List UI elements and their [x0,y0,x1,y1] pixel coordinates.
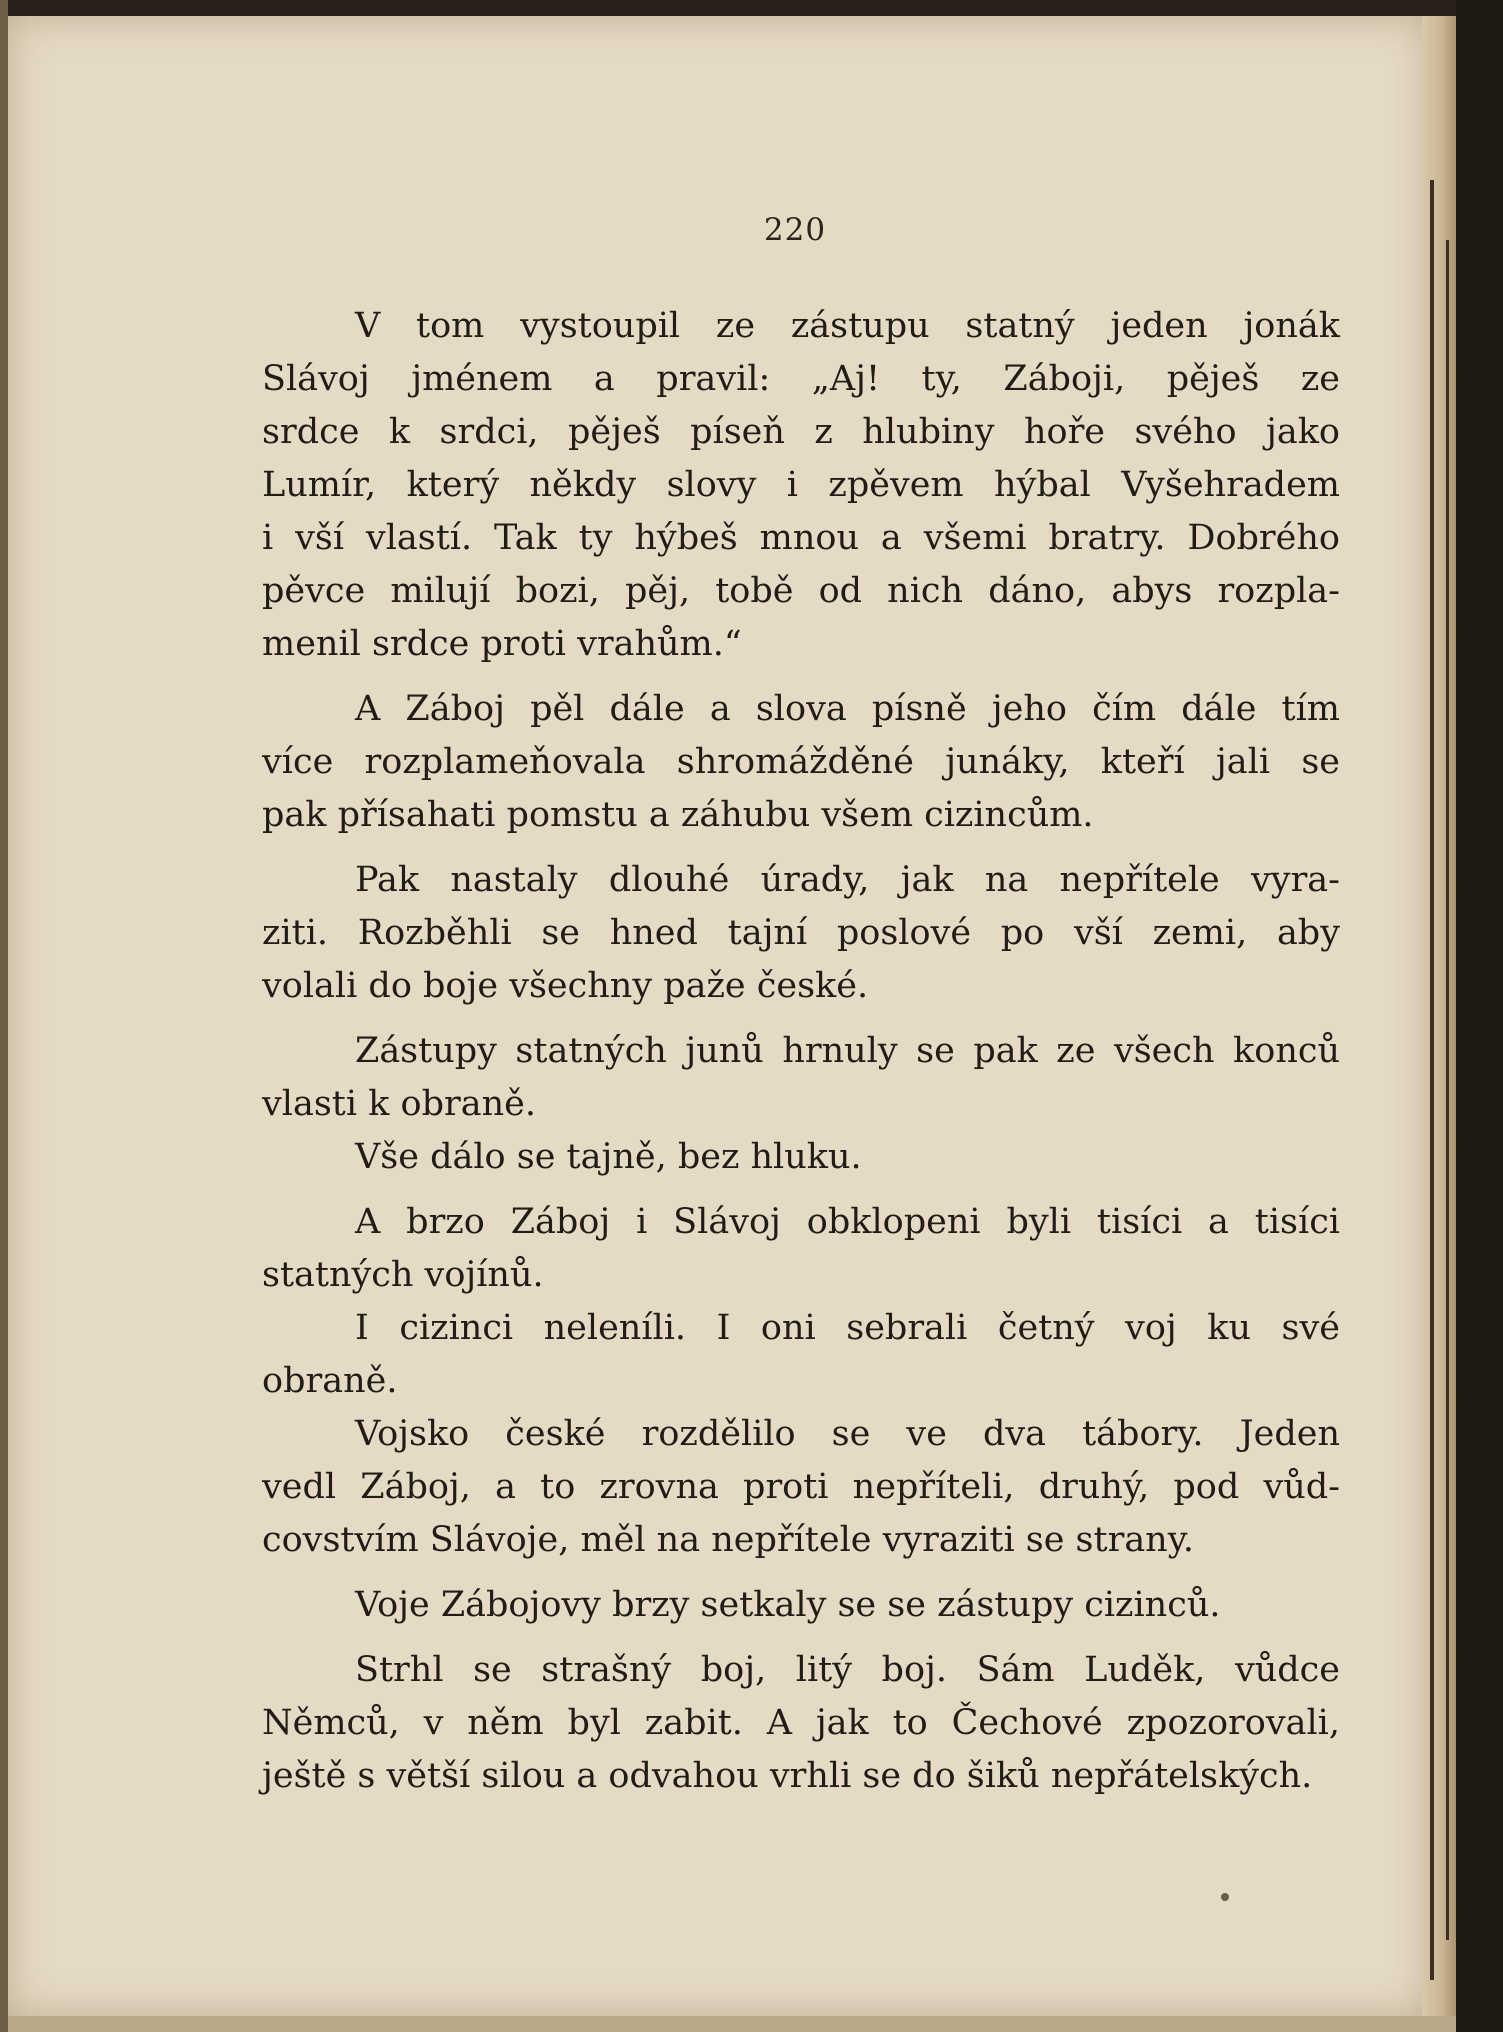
text-line: Pak nastaly dlouhé úrady, jak na nepřítele vyra- [355,860,1340,900]
body-text [262,300,1340,1803]
text-line: pak přísahati pomstu a záhubu všem cizincům. [262,795,1094,835]
text-line: vlasti k obraně. [262,1084,536,1124]
text-line: Voje Zábojovy brzy setkaly se se zástupy cizinců. [355,1585,1221,1625]
paragraph [262,854,1340,1013]
page-edge-line [1430,180,1434,1980]
paragraph [262,1408,1340,1567]
paragraph [262,300,1340,671]
text-line: vedl Záboj, a to zrovna proti nepříteli, druhý, pod vůd- [262,1467,1340,1507]
text-line: Strhl se strašný boj, litý boj. Sám Luděk, vůdce [355,1650,1340,1690]
text-line: ziti. Rozběhli se hned tajní poslové po vší zemi, aby [262,913,1340,953]
page-edge-line [1446,240,1449,1940]
paragraph [262,1196,1340,1302]
text-line: I cizinci neleníli. I oni sebrali četný voj ku své [355,1308,1340,1348]
text-line: Lumír, který někdy slovy i zpěvem hýbal Vyšehradem [262,465,1340,505]
text-line: srdce k srdci, pěješ píseň z hlubiny hoře svého jako [262,412,1340,452]
text-line: Vše dálo se tajně, bez hluku. [355,1137,862,1177]
text-line: volali do boje všechny paže české. [262,966,869,1006]
page-stack-edge [1422,16,1456,2016]
text-line: Zástupy statných junů hrnuly se pak ze všech konců [355,1031,1340,1071]
text-line: pěvce milují bozi, pěj, tobě od nich dáno, abys rozpla- [262,571,1340,611]
text-line: Němců, v něm byl zabit. A jak to Čechové zpozorovali, [262,1703,1340,1743]
text-line: V tom vystoupil ze zástupu statný jeden jonák [355,306,1340,346]
text-line: covstvím Slávoje, měl na nepřítele vyraziti se strany. [262,1520,1194,1560]
paragraph [262,1131,1340,1184]
paragraph [262,1579,1340,1632]
paragraph [262,1302,1340,1408]
paragraph [262,1644,1340,1803]
text-line: i vší vlastí. Tak ty hýbeš mnou a všemi bratry. Dobrého [262,518,1340,558]
text-line: Vojsko české rozdělilo se ve dva tábory. Jeden [355,1414,1340,1454]
scan-right-border [1456,0,1503,2032]
text-line: Slávoj jménem a pravil: „Aj! ty, Záboji, pěješ ze [262,359,1340,399]
scan-left-border [0,0,8,2032]
text-line: menil srdce proti vrahům.“ [262,624,742,664]
text-line: A Záboj pěl dále a slova písně jeho čím dále tím [355,689,1340,729]
page-number: 220 [763,212,827,248]
paragraph [262,683,1340,842]
text-line: ještě s větší silou a odvahou vrhli se do šiků nepřátelských. [262,1756,1313,1796]
text-line: A brzo Záboj i Slávoj obklopeni byli tisíci a tisíci [355,1202,1340,1242]
paragraph [262,1025,1340,1131]
text-line: více rozplameňovala shromážděné junáky, kteří jali se [262,742,1340,782]
text-line: obraně. [262,1361,398,1401]
text-line: statných vojínů. [262,1255,544,1295]
scan-top-border [0,0,1503,16]
ink-speck [1221,1893,1229,1901]
